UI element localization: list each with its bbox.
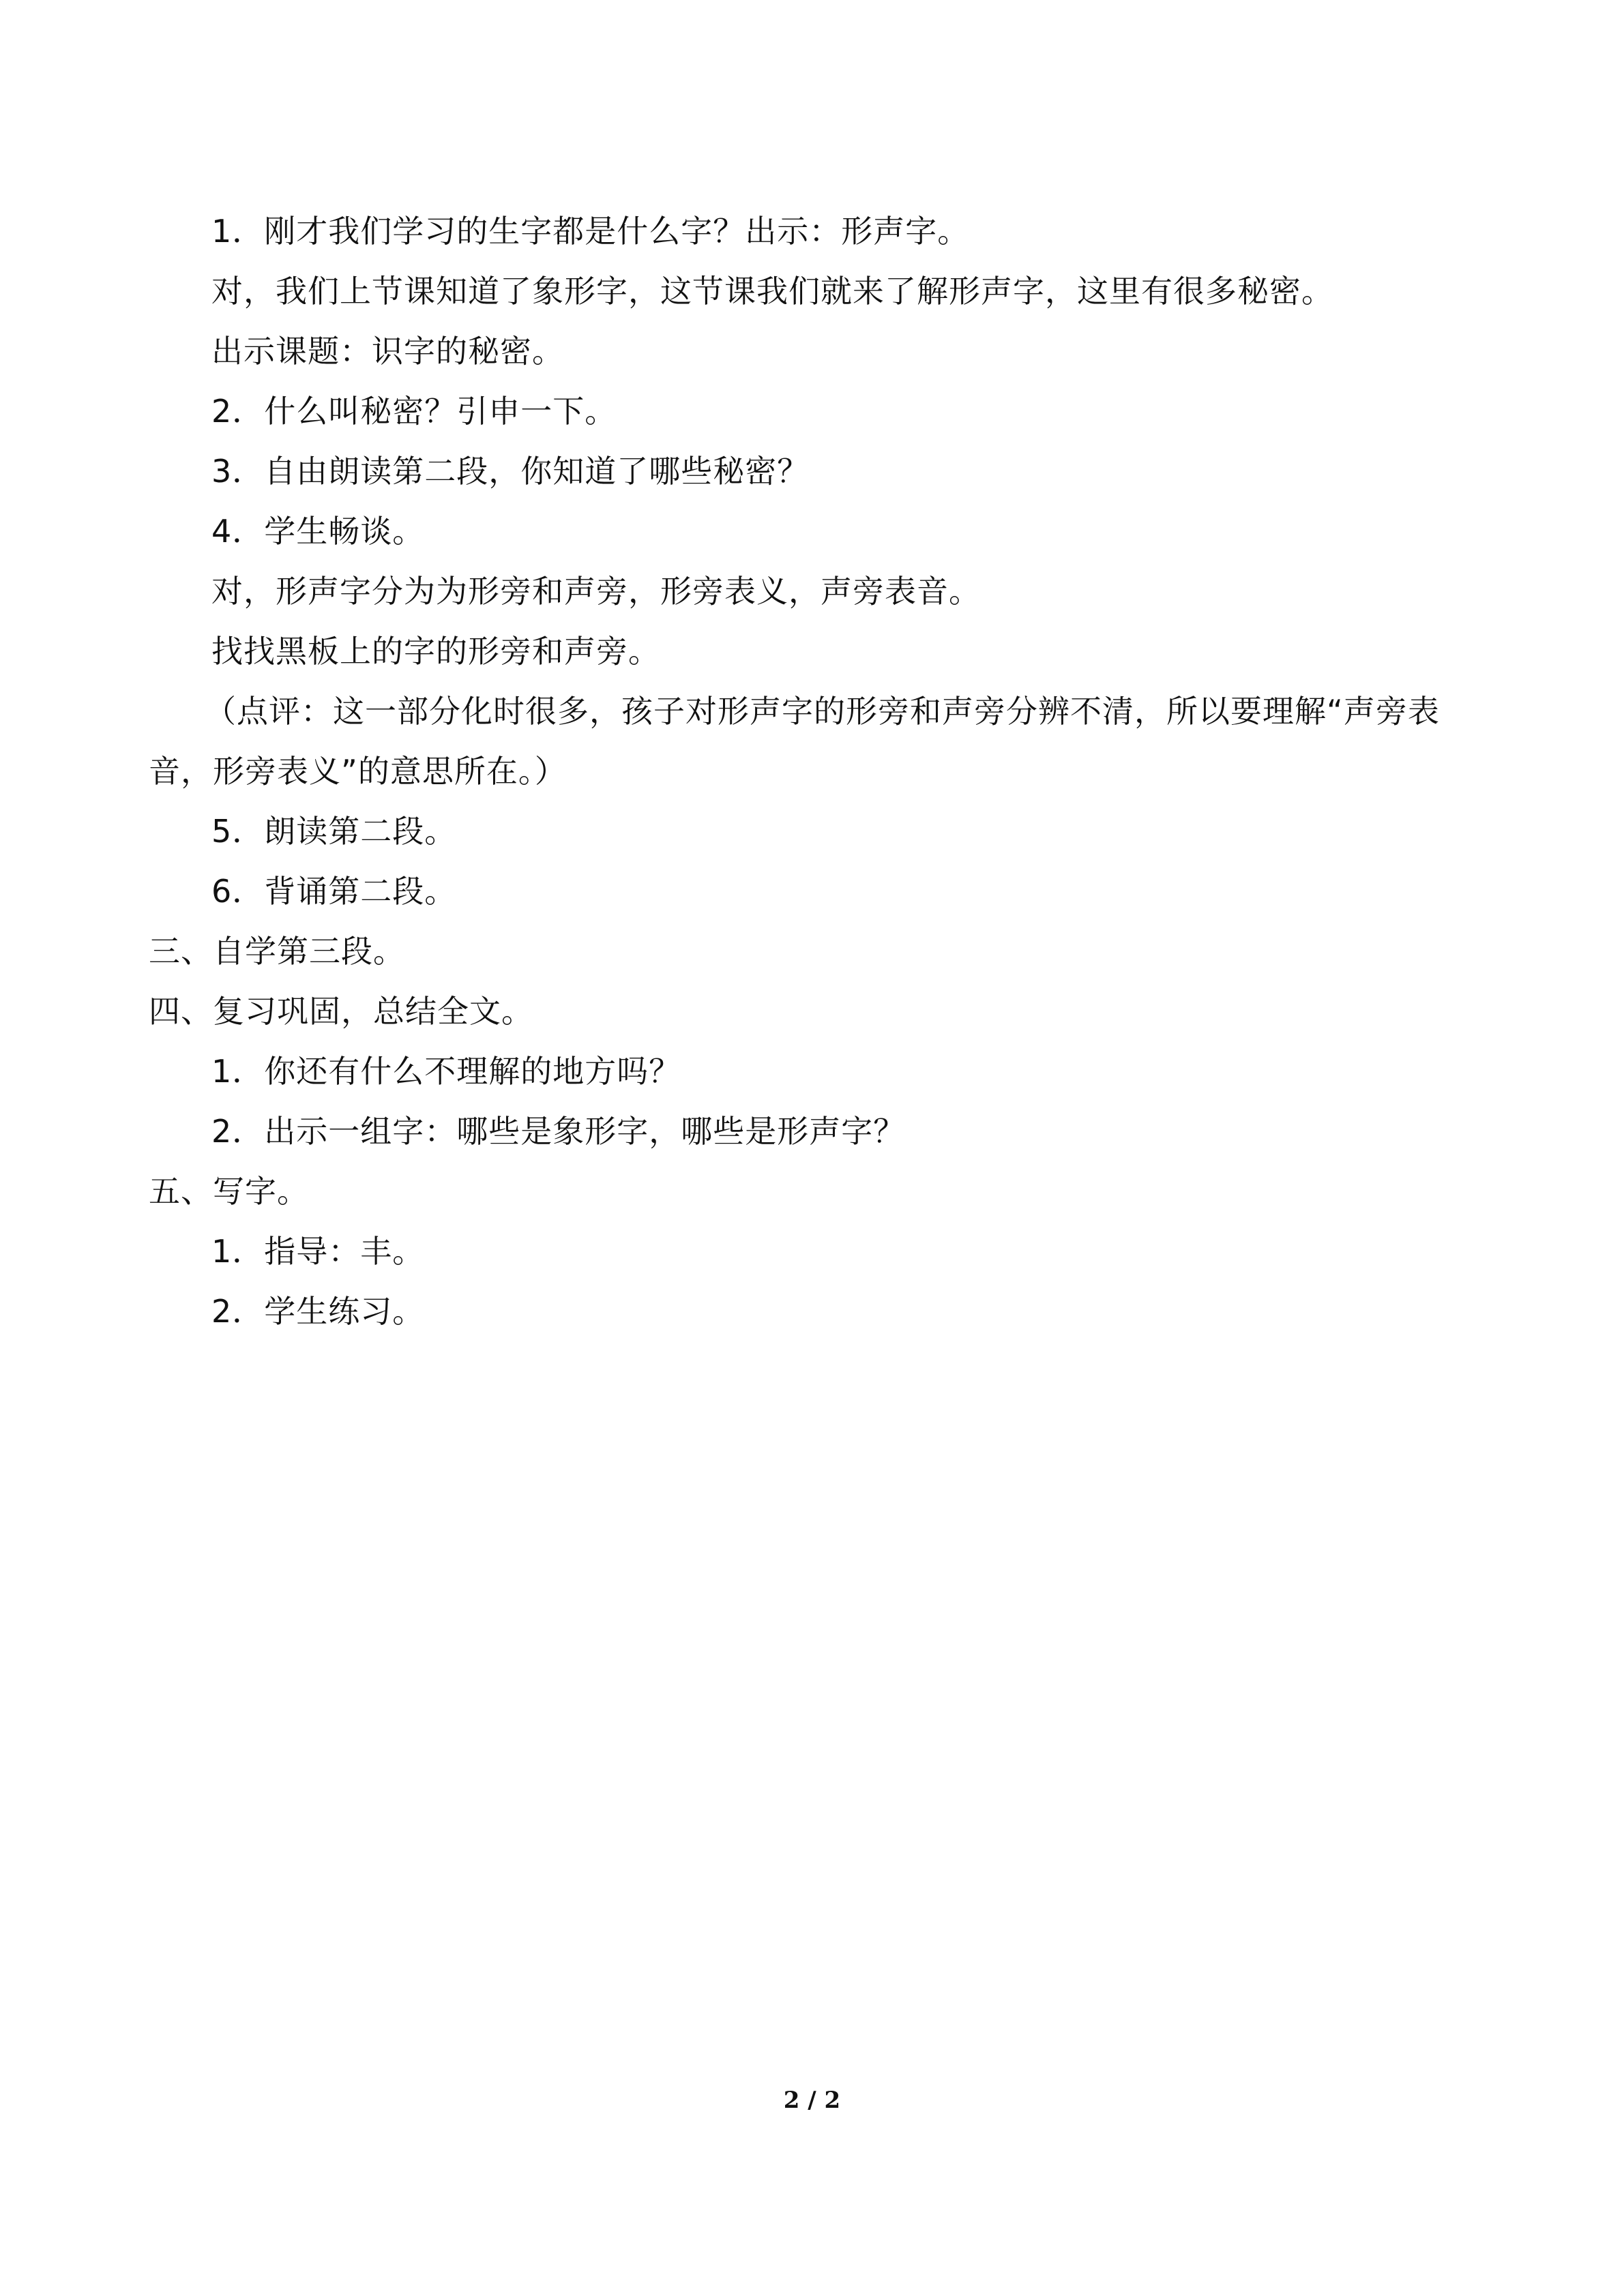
document-body xyxy=(149,201,1486,1341)
text-line: 2．什么叫秘密？引申一下。 xyxy=(211,393,617,430)
text-line: 2．学生练习。 xyxy=(211,1293,425,1330)
text-line: 2．出示一组字：哪些是象形字，哪些是形声字？ xyxy=(211,1113,906,1150)
text-line: 1．刚才我们学习的生字都是什么字？出示：形声字。 xyxy=(211,213,970,250)
section-heading: 三、自学第三段。 xyxy=(149,933,405,970)
text-line: 4．学生畅谈。 xyxy=(211,513,425,550)
text-line: 找找黑板上的字的形旁和声旁。 xyxy=(211,633,660,670)
text-line: 对，我们上节课知道了象形字，这节课我们就来了解形声字，这里有很多秘密。 xyxy=(211,273,1333,310)
text-line: 1．你还有什么不理解的地方吗？ xyxy=(211,1053,681,1090)
text-line: 6．背诵第二段。 xyxy=(211,873,457,910)
text-line: 出示课题：识字的秘密。 xyxy=(211,333,564,370)
text-line: 1．指导：丰。 xyxy=(211,1233,425,1270)
text-line: 5．朗读第二段。 xyxy=(211,813,457,850)
text-line: 3．自由朗读第二段，你知道了哪些秘密？ xyxy=(211,453,810,490)
section-heading: 五、写字。 xyxy=(149,1173,309,1210)
comment-paragraph: （点评：这一部分化时很多，孩子对形声字的形旁和声旁分辨不清，所以要理解“声旁表音，形旁表义”的意思所在。） xyxy=(149,693,1440,790)
page-number: 2 / 2 xyxy=(783,2087,841,2114)
section-heading: 四、复习巩固，总结全文。 xyxy=(149,993,533,1030)
text-line: 对，形声字分为为形旁和声旁，形旁表义，声旁表音。 xyxy=(211,573,981,610)
